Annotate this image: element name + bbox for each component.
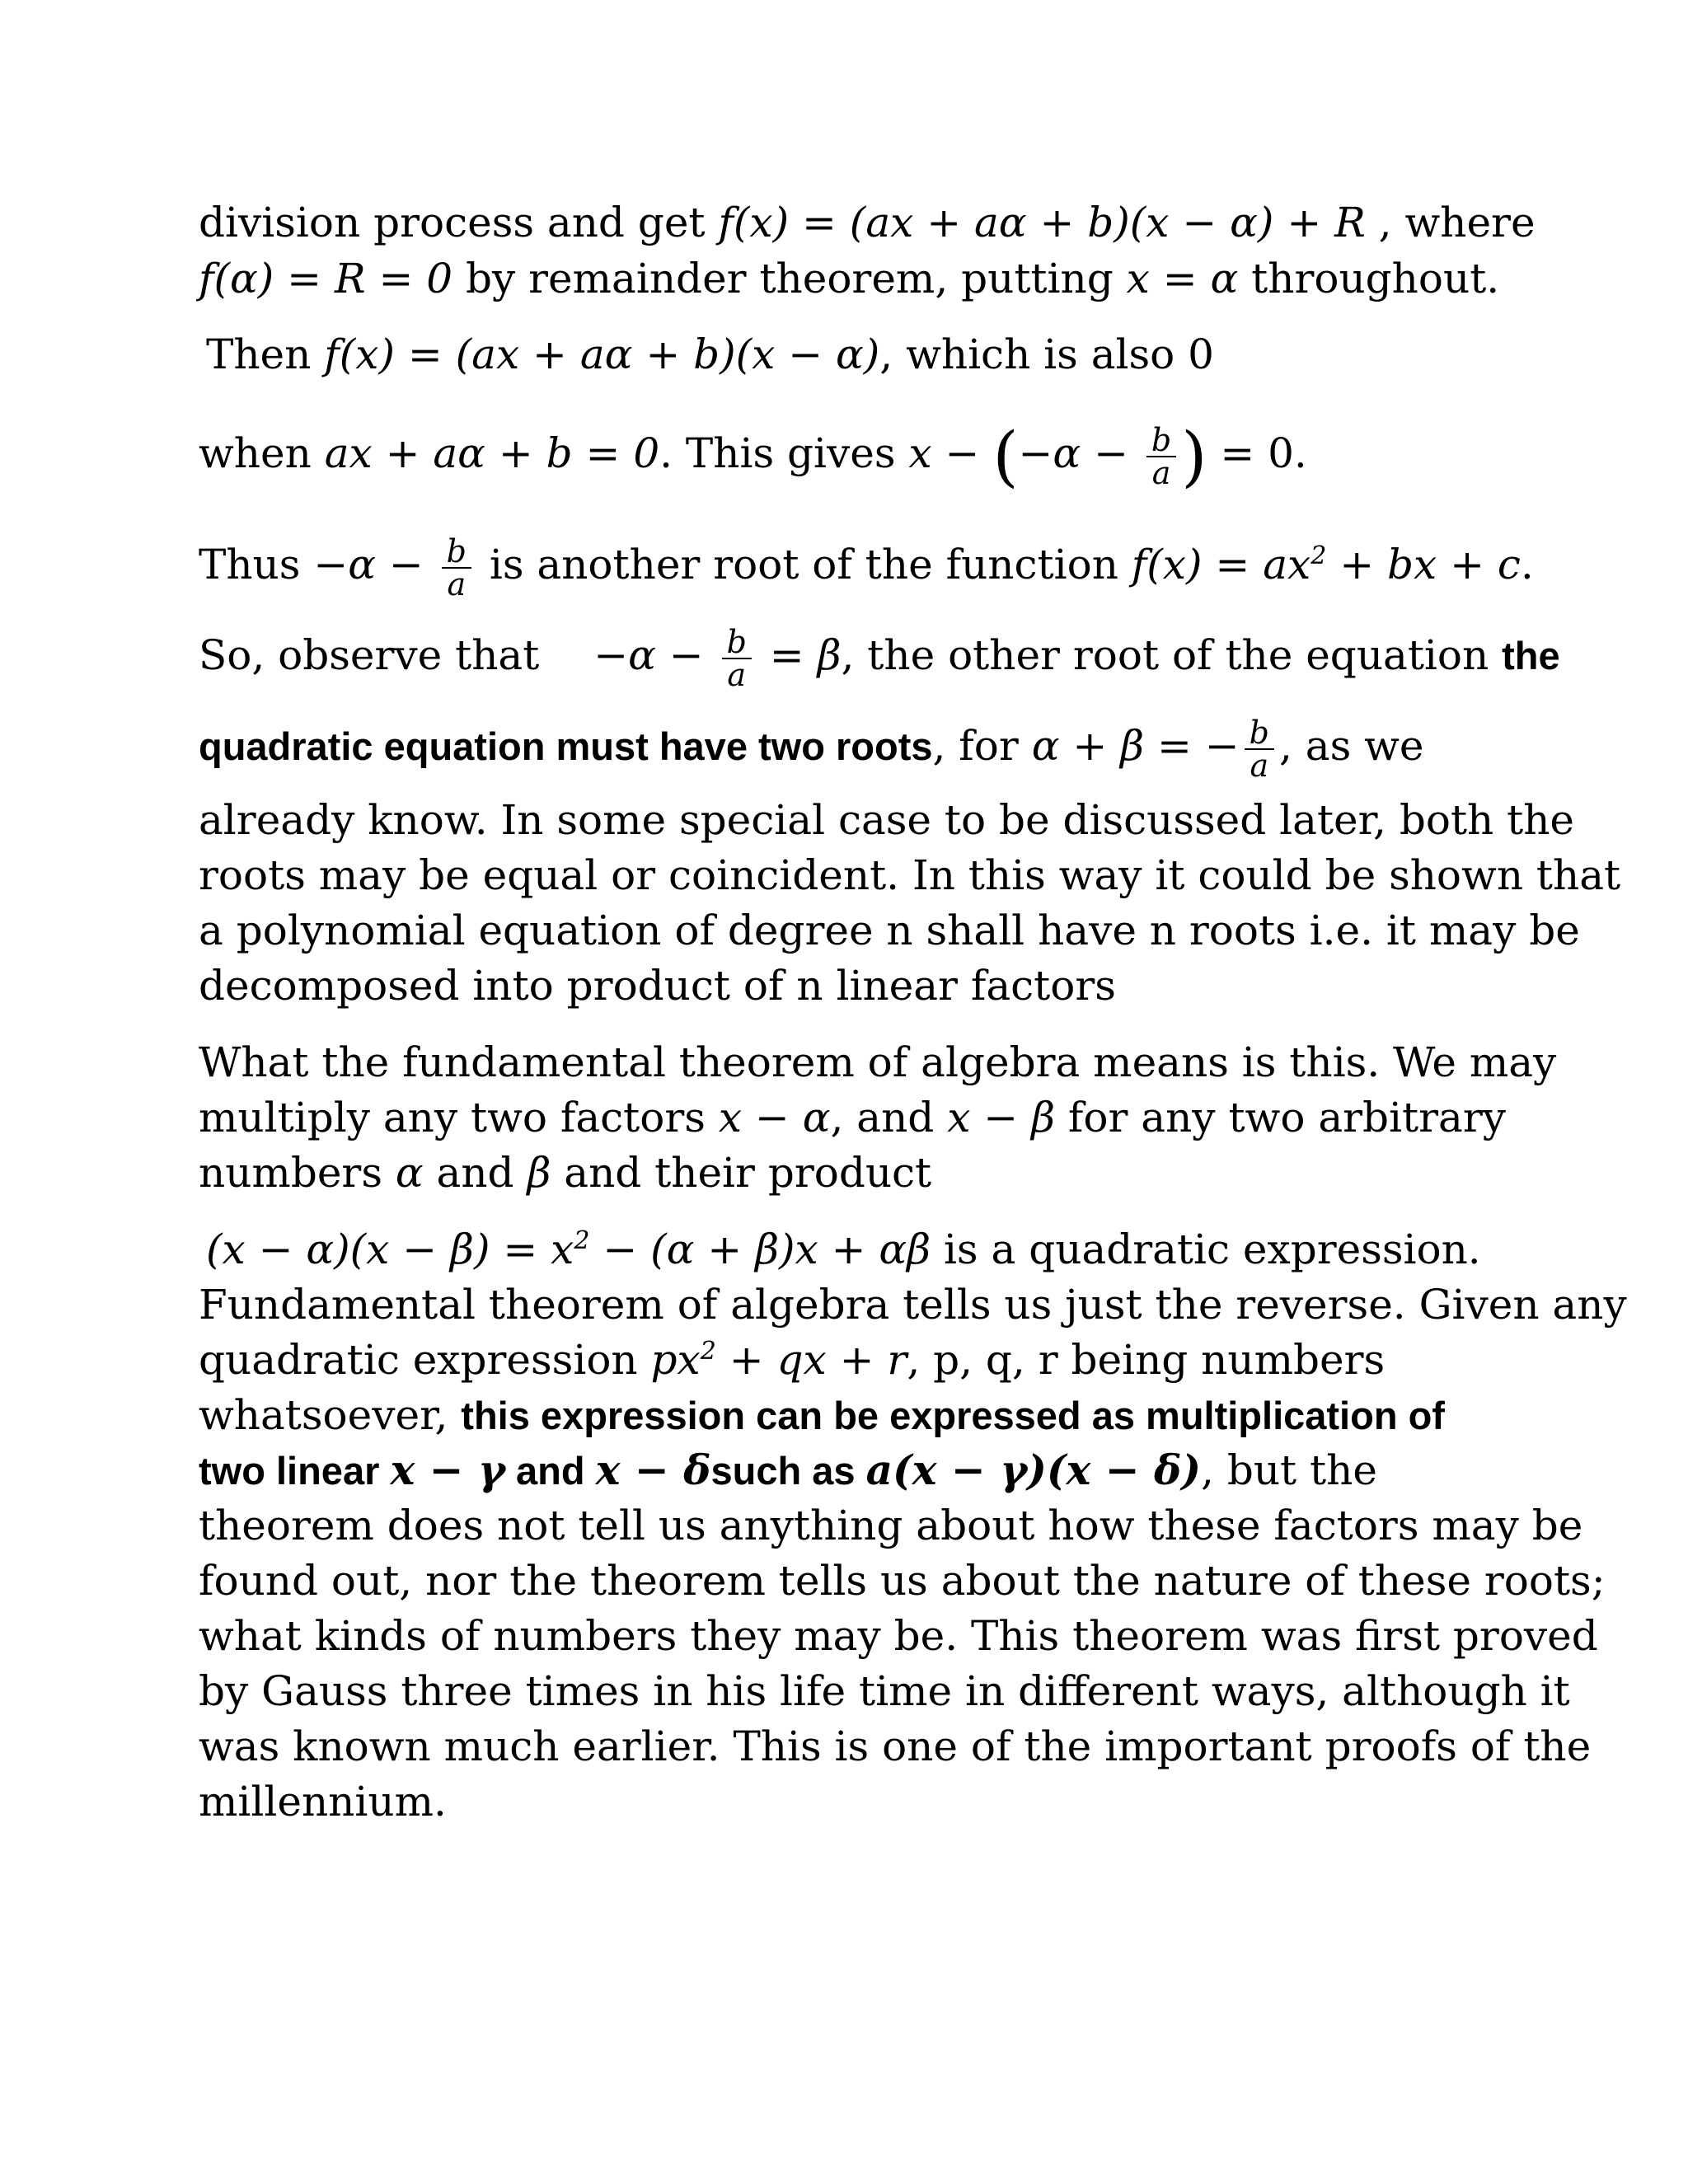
fraction bbox=[442, 533, 471, 602]
right-parenthesis: ) bbox=[1181, 418, 1207, 494]
text-line bbox=[199, 1611, 1598, 1661]
text-run: decomposed into product of n linear factors bbox=[199, 962, 1116, 1010]
text-run: Fundamental theorem of algebra tells us just the reverse. Given any bbox=[199, 1281, 1627, 1329]
text-run: quadratic expression bbox=[199, 1336, 651, 1384]
text-line bbox=[199, 1446, 1377, 1495]
text-run: , and bbox=[830, 1094, 948, 1141]
text-run: whatsoever, bbox=[199, 1391, 462, 1439]
text-run: , for bbox=[932, 722, 1032, 770]
math-expression: x − δ bbox=[595, 1446, 711, 1494]
math-expression: −α − bbox=[1018, 429, 1142, 477]
math-expression: + qx + r bbox=[715, 1336, 907, 1384]
text-run: roots may be equal or coincident. In this way it could be shown that bbox=[199, 851, 1621, 899]
fraction-denominator: a bbox=[1250, 748, 1269, 784]
text-line bbox=[199, 795, 1574, 845]
text-run: division process and get bbox=[199, 199, 719, 246]
text-run: Then bbox=[206, 330, 325, 378]
bold-text: such as bbox=[710, 1449, 866, 1493]
text-line bbox=[199, 418, 1307, 494]
superscript: 2 bbox=[700, 1337, 716, 1366]
text-line bbox=[199, 533, 1534, 602]
text-line bbox=[206, 1225, 1481, 1274]
text-run: . bbox=[1520, 541, 1534, 588]
text-run: when bbox=[199, 429, 325, 477]
fraction-numerator: b bbox=[726, 624, 747, 660]
math-expression: px bbox=[650, 1336, 701, 1384]
math-expression: f(α) = R = 0 bbox=[199, 255, 453, 302]
text-line bbox=[199, 1722, 1591, 1771]
text-run: numbers bbox=[199, 1149, 396, 1197]
text-run: . This gives bbox=[659, 429, 909, 477]
math-expression: x = α bbox=[1126, 255, 1239, 302]
text-run: is another root of the function bbox=[476, 541, 1132, 588]
math-expression: x − bbox=[908, 429, 993, 477]
fraction-denominator: a bbox=[727, 657, 747, 693]
left-parenthesis: ( bbox=[992, 418, 1019, 494]
text-run: and their product bbox=[551, 1149, 932, 1197]
text-run: , the other root of the equation bbox=[841, 631, 1503, 679]
text-run: found out, nor the theorem tells us about the nature of these roots; bbox=[199, 1557, 1606, 1605]
fraction bbox=[1245, 715, 1274, 784]
text-run: and bbox=[423, 1149, 528, 1197]
text-run: a polynomial equation of degree n shall have n roots i.e. it may be bbox=[199, 907, 1580, 954]
math-expression: a(x − γ)(x − δ) bbox=[865, 1446, 1202, 1494]
text-run: Thus bbox=[199, 541, 314, 588]
text-run: was known much earlier. This is one of the important proofs of the bbox=[199, 1722, 1592, 1770]
text-line bbox=[199, 1038, 1556, 1087]
text-run: millennium. bbox=[199, 1778, 447, 1825]
math-expression: −α − bbox=[313, 541, 437, 588]
text-line bbox=[199, 1556, 1606, 1605]
text-run: multiply any two factors bbox=[199, 1094, 719, 1141]
text-line bbox=[199, 1666, 1570, 1716]
text-line bbox=[199, 906, 1580, 955]
math-expression: = β bbox=[756, 631, 842, 679]
fraction-numerator: b bbox=[1249, 715, 1269, 751]
text-run: , where bbox=[1365, 199, 1536, 246]
text-run: What the fundamental theorem of algebra means is this. We may bbox=[199, 1038, 1557, 1086]
text-run: for any two arbitrary bbox=[1055, 1094, 1506, 1141]
text-run: , p, q, r being numbers bbox=[907, 1336, 1386, 1384]
text-run: , as we bbox=[1278, 722, 1424, 770]
math-expression: + bx + c bbox=[1326, 541, 1521, 588]
text-run: So, observe that bbox=[199, 631, 553, 679]
text-run: is a quadratic expression. bbox=[931, 1226, 1481, 1273]
text-run: by remainder theorem, putting bbox=[452, 255, 1127, 302]
bold-text: quadratic equation must have two roots bbox=[199, 724, 933, 768]
superscript: 2 bbox=[1311, 541, 1327, 570]
text-line bbox=[199, 717, 1424, 783]
math-expression: x − α bbox=[718, 1094, 831, 1141]
text-run: , but the bbox=[1201, 1446, 1377, 1494]
text-run: theorem does not tell us anything about how these factors may be bbox=[199, 1502, 1583, 1549]
text-run: = 0. bbox=[1207, 429, 1307, 477]
text-line bbox=[199, 1280, 1627, 1329]
superscript: 2 bbox=[574, 1226, 590, 1255]
text-line bbox=[206, 330, 1214, 379]
text-line bbox=[199, 1390, 1445, 1440]
text-line bbox=[199, 1335, 1385, 1385]
math-expression: x − γ bbox=[390, 1446, 505, 1494]
math-expression: α + β = − bbox=[1031, 722, 1240, 770]
math-expression: f(x) = (ax + aα + b)(x − α) bbox=[324, 330, 880, 378]
fraction bbox=[722, 626, 752, 691]
text-run: already know. In some special case to be discussed later, both the bbox=[199, 796, 1575, 844]
text-run: , which is also 0 bbox=[879, 330, 1214, 378]
text-line bbox=[199, 626, 1560, 692]
math-expression: − (α + β)x + αβ bbox=[589, 1226, 931, 1273]
text-line bbox=[199, 254, 1499, 303]
fraction-denominator: a bbox=[1151, 455, 1171, 491]
bold-text: two linear bbox=[199, 1449, 391, 1493]
text-line bbox=[199, 961, 1116, 1010]
fraction-numerator: b bbox=[1151, 422, 1172, 458]
text-line bbox=[199, 1777, 447, 1826]
math-expression: −α − bbox=[593, 631, 717, 679]
fraction-denominator: a bbox=[447, 566, 467, 602]
text-run: what kinds of numbers they may be. This theorem was first proved bbox=[199, 1612, 1598, 1660]
text-run: throughout. bbox=[1238, 255, 1500, 302]
text-line bbox=[199, 1501, 1582, 1550]
math-expression: (x − α)(x − β) = x bbox=[206, 1226, 574, 1273]
math-expression: α bbox=[395, 1149, 424, 1197]
fraction bbox=[1146, 424, 1176, 489]
bold-text: the bbox=[1502, 634, 1560, 677]
math-expression: f(x) = ax bbox=[1131, 541, 1311, 588]
text-line bbox=[199, 1148, 931, 1197]
text-line bbox=[199, 1093, 1506, 1142]
math-expression: ax + aα + b = 0 bbox=[324, 429, 660, 477]
math-expression: x − β bbox=[947, 1094, 1055, 1141]
text-line bbox=[199, 851, 1620, 900]
math-expression: β bbox=[527, 1149, 551, 1197]
bold-text: and bbox=[504, 1449, 596, 1493]
text-run: by Gauss three times in his life time in different ways, although it bbox=[199, 1667, 1570, 1715]
math-expression: f(x) = (ax + aα + b)(x − α) + R bbox=[718, 199, 1366, 246]
fraction-numerator: b bbox=[446, 533, 467, 569]
bold-text: this expression can be expressed as multiplication of bbox=[461, 1394, 1445, 1437]
text-line bbox=[199, 198, 1536, 247]
